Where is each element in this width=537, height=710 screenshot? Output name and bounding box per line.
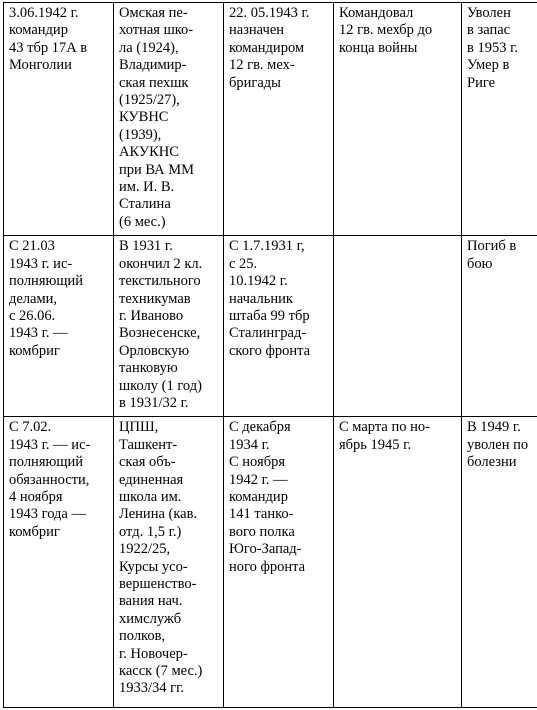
- table-cell: С 7.02. 1943 г. — ис- полняющий обязанности, 4 ноября 1943 года — комбриг: [4, 417, 114, 708]
- table-cell: Погиб в бою: [462, 236, 537, 417]
- table-cell: 22. 05.1943 г. назначен командиром 12 гв. мех- бригады: [224, 3, 334, 236]
- table-row: [4, 417, 537, 708]
- table-row: [4, 236, 537, 417]
- service-record-table: [3, 2, 537, 708]
- table-cell: С марта по но- ябрь 1945 г.: [334, 417, 462, 708]
- table-cell: С 1.7.1931 г, с 25. 10.1942 г. начальник штаба 99 тбр Сталинград- ского фронта: [224, 236, 334, 417]
- table-cell: [334, 236, 462, 417]
- table-cell: 3.06.1942 г. командир 43 тбр 17А в Монголии: [4, 3, 114, 236]
- table-cell: Уволен в запас в 1953 г. Умер в Риге: [462, 3, 537, 236]
- table-row: [4, 3, 537, 236]
- table-cell: С 21.03 1943 г. ис- полняющий делами, с 26.06. 1943 г. — комбриг: [4, 236, 114, 417]
- table-cell: ЦПШ, Ташкент- ская объ- единенная школа им. Ленина (кав. отд. 1,5 г.) 1922/25, Курсы усо- вершенство- вания нач. химслужб полков, г. Новочер- касск (7 мес.) 1933/34 гг.: [114, 417, 224, 708]
- table-cell: В 1949 г. уволен по болезни: [462, 417, 537, 708]
- table-cell: В 1931 г. окончил 2 кл. текстильного техникумав г. Иваново Вознесенске, Орловскую танковую школу (1 год) в 1931/32 г.: [114, 236, 224, 417]
- table-cell: С декабря 1934 г. С ноября 1942 г. — командир 141 танко- вого полка Юго-Запад- ного фронта: [224, 417, 334, 708]
- table-cell: Командовал 12 гв. мехбр до конца войны: [334, 3, 462, 236]
- table-cell: Омская пе- хотная шко- ла (1924), Владимир- ская пехшк (1925/27), КУВНС (1939), АКУКНС при ВА ММ им. И. В. Сталина (6 мес.): [114, 3, 224, 236]
